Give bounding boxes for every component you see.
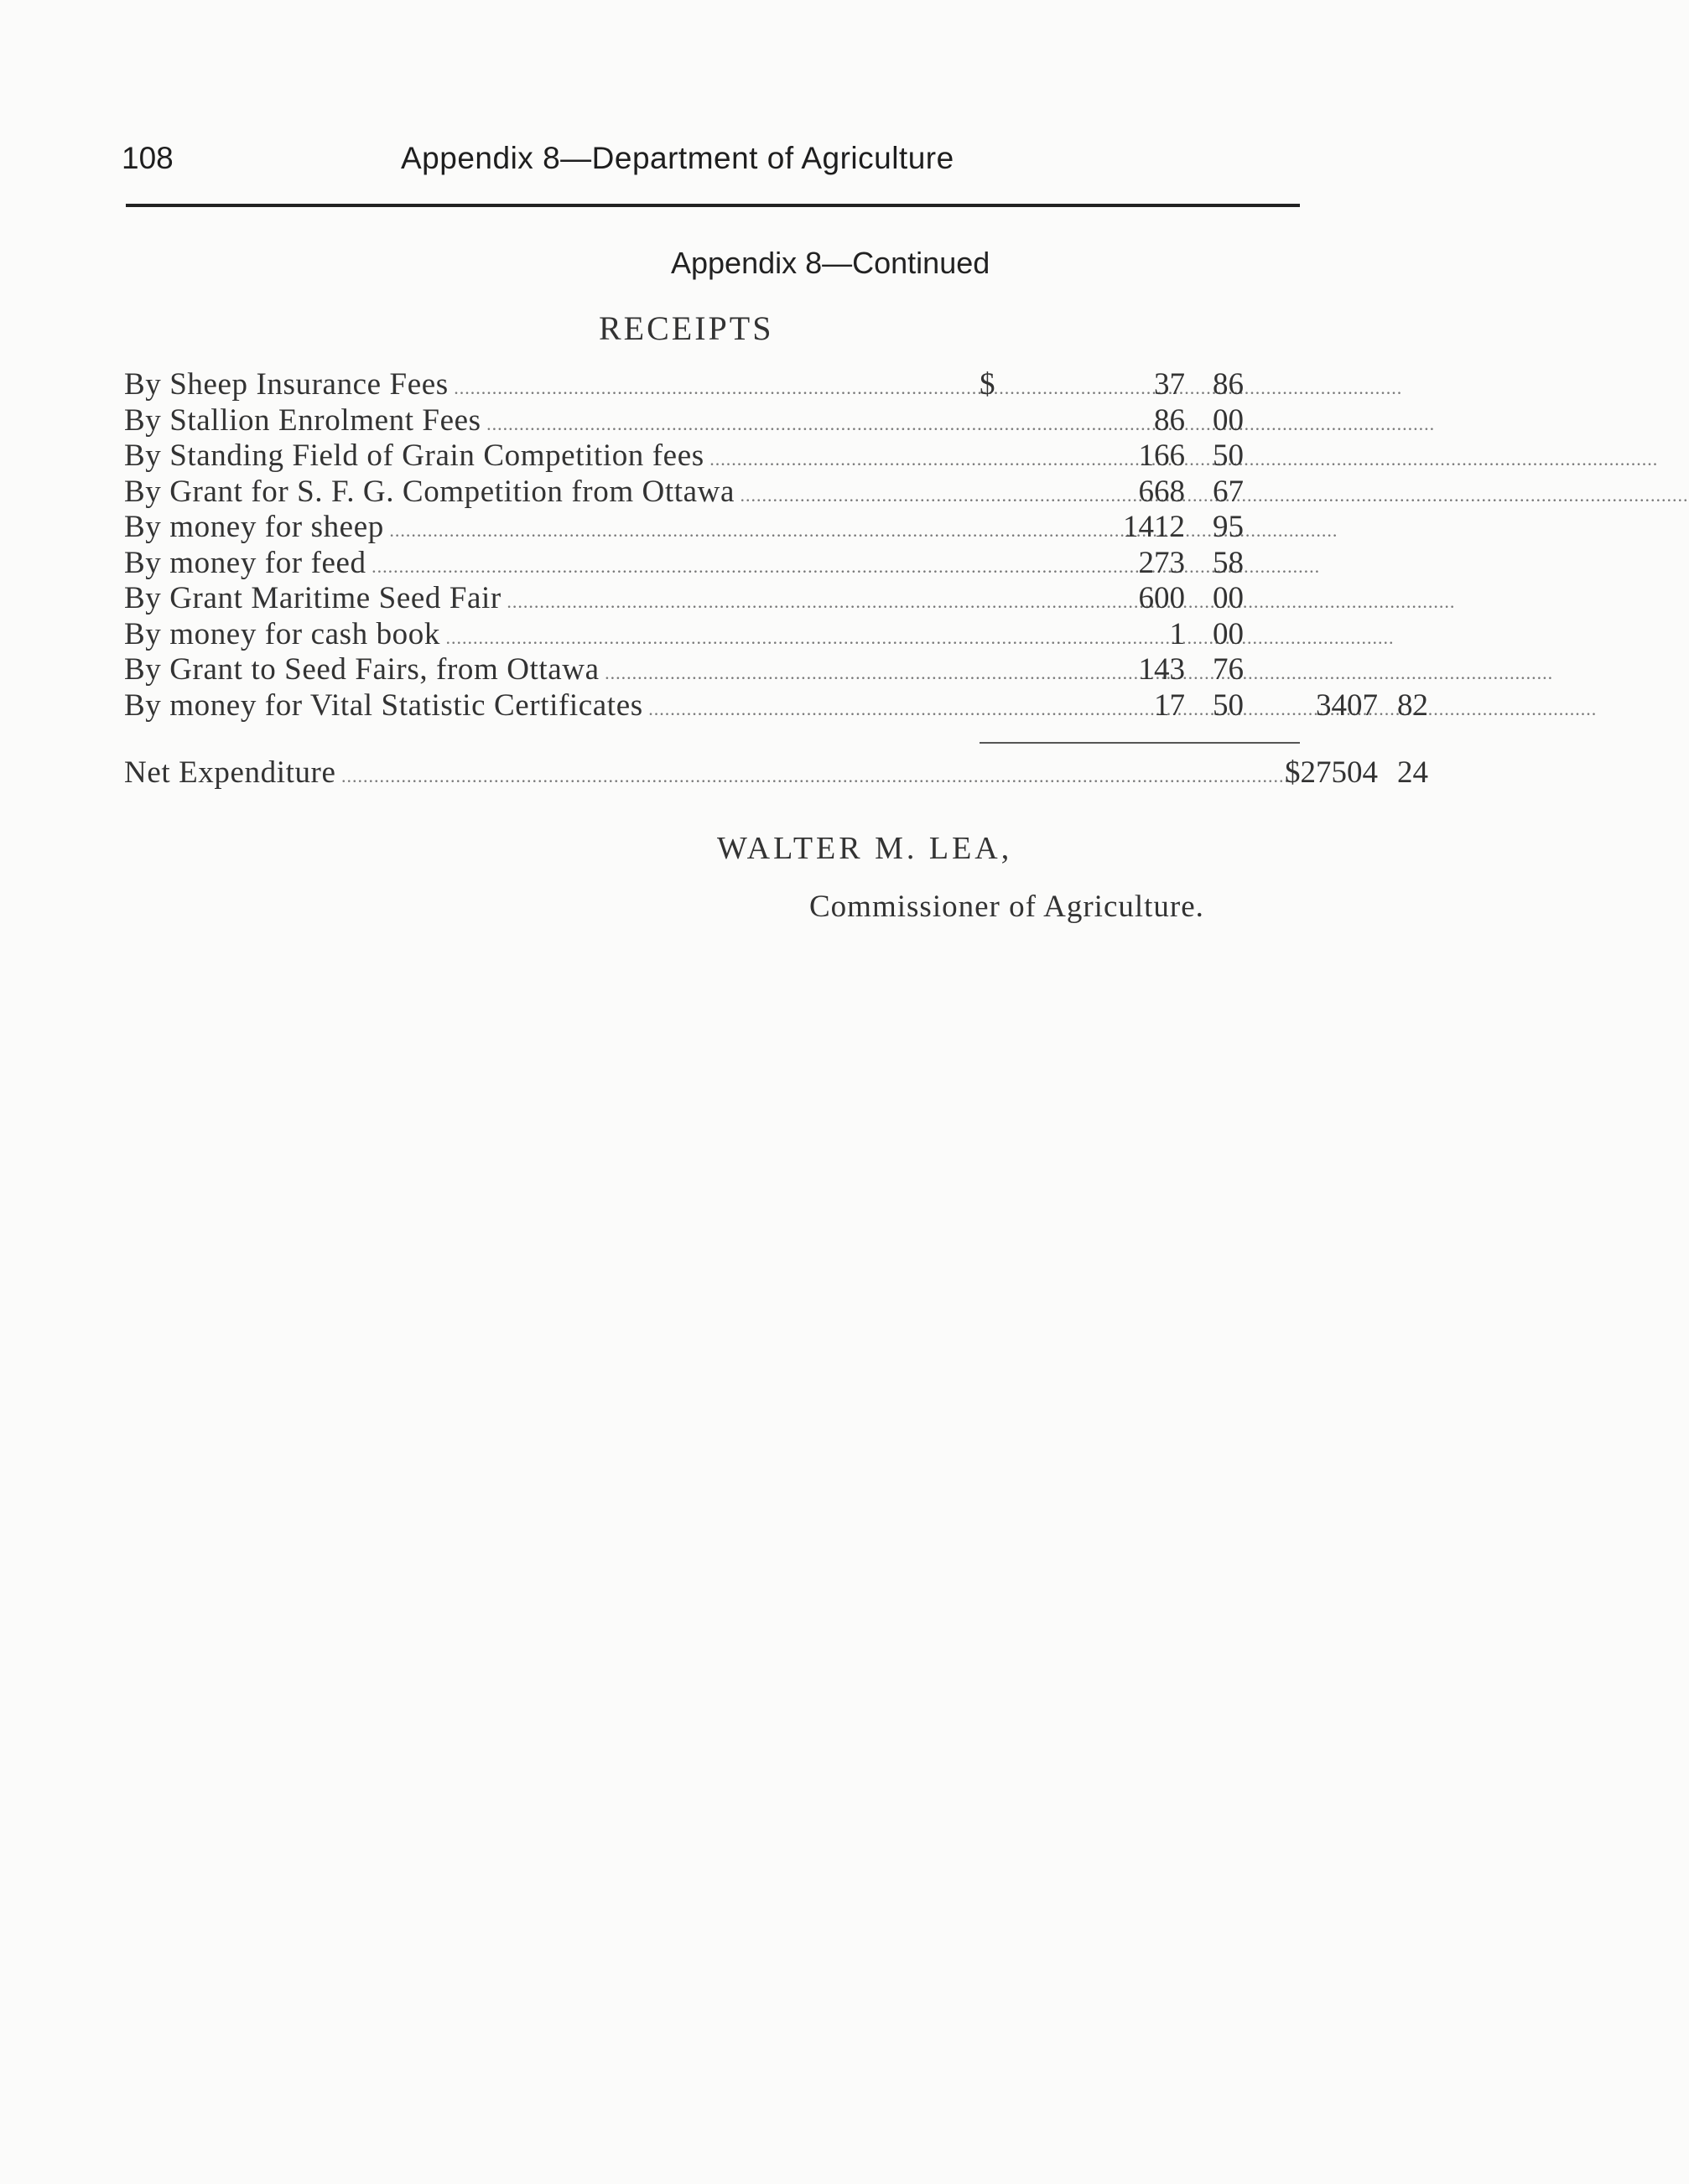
amount-cents: 58: [1213, 545, 1244, 580]
page-number: 108: [122, 141, 174, 175]
receipt-amount: [992, 546, 1244, 582]
receipt-amount: [992, 510, 1244, 546]
amount-cents: 76: [1213, 652, 1244, 687]
receipt-label: By Sheep Insurance Fees .....: [124, 367, 980, 407]
receipt-amount: [992, 475, 1244, 511]
total-dollars: 3407: [1316, 687, 1378, 723]
net-cents: 24: [1397, 755, 1428, 790]
amount-cents: 67: [1213, 474, 1244, 509]
page-header: [122, 134, 1300, 184]
currency-symbol: $: [980, 367, 995, 402]
receipt-amount: [992, 403, 1244, 439]
signature-title: Commissioner of Agriculture.: [809, 890, 1204, 924]
appendix-subtitle: Appendix 8—Continued: [671, 246, 990, 280]
amount-dollars: 86: [1154, 402, 1185, 438]
receipt-row: [124, 367, 1307, 403]
receipt-amount: [992, 581, 1244, 617]
amount-dollars: 17: [1154, 687, 1185, 723]
receipt-amount: [992, 438, 1244, 475]
amount-dollars: 668: [1138, 474, 1185, 509]
amount-dollars: 37: [1154, 367, 1185, 402]
signature-name: WALTER M. LEA,: [717, 831, 1013, 866]
amount-cents: 00: [1213, 402, 1244, 438]
receipt-label: By Grant for S. F. G. Competition from Ottawa .....: [124, 475, 980, 514]
receipt-label: By Grant to Seed Fairs, from Ottawa .....: [124, 652, 980, 692]
amount-dollars: 143: [1138, 652, 1185, 687]
total-cents: 82: [1397, 687, 1428, 723]
receipt-row: [124, 617, 1307, 653]
amount-dollars: 166: [1138, 438, 1185, 473]
receipt-row: [124, 687, 1428, 724]
receipt-row: [124, 438, 1307, 475]
receipt-label: By money for Vital Statistic Certificates .....: [124, 688, 980, 728]
net-expenditure-amount: [1126, 755, 1428, 791]
net-expenditure-row: [124, 755, 1428, 791]
receipt-row: [124, 510, 1307, 546]
amount-cents: 00: [1213, 581, 1244, 615]
amount-cents: 50: [1213, 438, 1244, 473]
receipt-label: By money for feed .....: [124, 546, 980, 585]
receipt-row: [124, 403, 1307, 439]
header-rule: [126, 204, 1300, 207]
sum-rule: [980, 742, 1300, 744]
receipts-table: [124, 367, 1428, 724]
receipt-label: By money for sheep .....: [124, 510, 980, 549]
receipt-amount: [992, 652, 1244, 688]
receipt-amount: [992, 688, 1244, 724]
amount-cents: 95: [1213, 510, 1244, 544]
amount-cents: 50: [1213, 687, 1244, 723]
receipt-label: By Grant Maritime Seed Fair .....: [124, 581, 980, 620]
receipt-row: [124, 652, 1307, 688]
receipt-row: [124, 581, 1307, 617]
amount-cents: 86: [1213, 367, 1244, 402]
net-dollars: $27504: [1285, 755, 1378, 790]
receipts-total: [1210, 688, 1428, 724]
amount-dollars: 1412: [1123, 510, 1185, 544]
receipt-label: By money for cash book .....: [124, 617, 980, 656]
receipt-label: By Standing Field of Grain Competition fees .....: [124, 438, 980, 478]
net-expenditure-label: Net Expenditure .....: [124, 755, 980, 791]
section-heading: RECEIPTS: [599, 309, 774, 347]
amount-dollars: 273: [1138, 545, 1185, 580]
receipt-amount: [992, 617, 1244, 653]
running-title: Appendix 8—Department of Agriculture: [401, 141, 954, 175]
amount-dollars: 600: [1138, 581, 1185, 615]
receipt-row: [124, 475, 1307, 511]
receipt-amount: [992, 367, 1244, 403]
amount-dollars: 1: [1169, 616, 1185, 651]
amount-cents: 00: [1213, 616, 1244, 651]
receipt-row: [124, 546, 1307, 582]
receipt-label: By Stallion Enrolment Fees .....: [124, 403, 980, 443]
